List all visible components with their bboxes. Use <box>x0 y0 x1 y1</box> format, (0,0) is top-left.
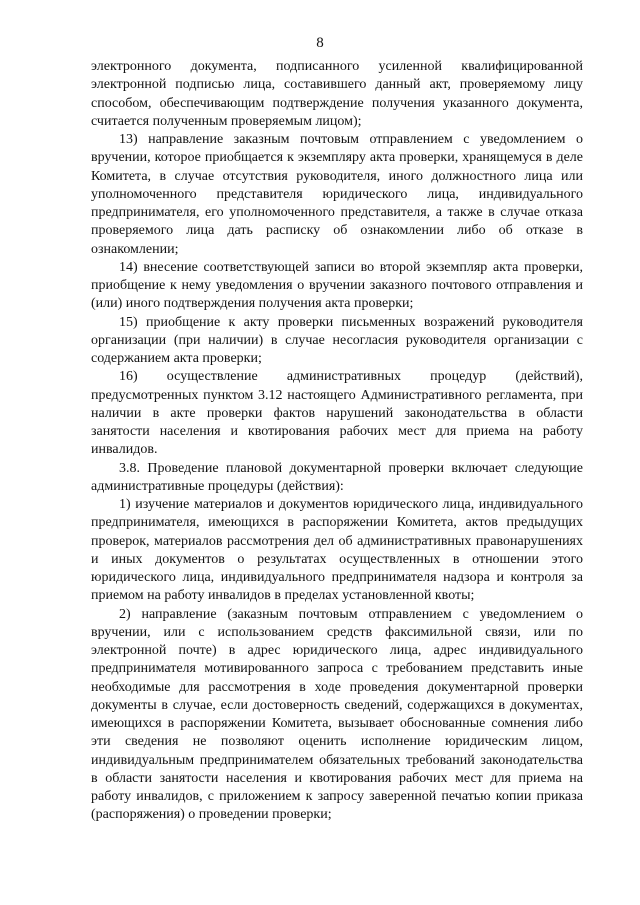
paragraph-section-3-8: 3.8. Проведение плановой документарной проверки включает следующие административные процедуры (действия): <box>91 460 583 494</box>
paragraph-item-13: 13) направление заказным почтовым отправлением с уведомлением о вручении, которое приобщается к экземпляру акта проверки, хранящемуся в деле Комитета, в случае отсутствия руководителя, иного должностного лица или уполномоченного представителя юридического лица, индивидуального предпринимателя, его уполномоченного представителя, а также в случае отказа проверяемого лица дать расписку об ознакомлении либо об отказе в ознакомлении; <box>91 132 583 257</box>
paragraph-item-1: 1) изучение материалов и документов юридического лица, индивидуального предпринимателя, имеющихся в распоряжении Комитета, актов предыдущих проверок, материалов рассмотрения дел об административных правонарушениях и иных документов о результатах осуществленных в отношении этого юридического лица, индивидуального предпринимателя надзора и контроля за приемом на работу инвалидов в пределах установленной квоты; <box>91 497 583 604</box>
paragraph-item-16: 16) осуществление административных процедур (действий), предусмотренных пунктом 3.12 настоящего Административного регламента, при наличии в акте проверки фактов нарушений законодательства в области занятости населения и квотирования рабочих мест для приема на работу инвалидов. <box>91 369 583 458</box>
document-body <box>91 58 583 825</box>
page-number: 8 <box>316 35 324 51</box>
paragraph-item-14: 14) внесение соответствующей записи во второй экземпляр акта проверки, приобщение к нему уведомления о вручении заказного почтового отправления и (или) иного подтверждения получения акта проверки; <box>91 259 583 312</box>
paragraph-1: электронного документа, подписанного усиленной квалифицированной электронной подписью лица, составившего данный акт, проверяемому лицу способом, обеспечивающим подтверждение получения указанного документа, считается полученным проверяемым лицом); <box>91 59 583 129</box>
paragraph-item-15: 15) приобщение к акту проверки письменных возражений руководителя организации (при наличии) в случае несогласия руководителя организации с содержанием акта проверки; <box>91 314 583 366</box>
paragraph-item-2: 2) направление (заказным почтовым отправлением с уведомлением о вручении, или с использованием средств факсимильной связи, или по электронной почте) в адрес юридического лица, адрес индивидуального предпринимателя мотивированного запроса с требованием представить иные необходимые для рассмотрения в ходе проведения документарной проверки документы в случае, если достоверность сведений, содержащихся в документах, имеющихся в распоряжении Комитета, вызывает обоснованные сомнения либо эти сведения не позволяют оценить исполнение юридическим лицом, индивидуальным предпринимателем обязательных требований законодательства в области занятости населения и квотирования рабочих мест для приема на работу инвалидов, с приложением к запросу заверенной печатью копии приказа (распоряжения) о проведении проверки; <box>91 606 583 823</box>
